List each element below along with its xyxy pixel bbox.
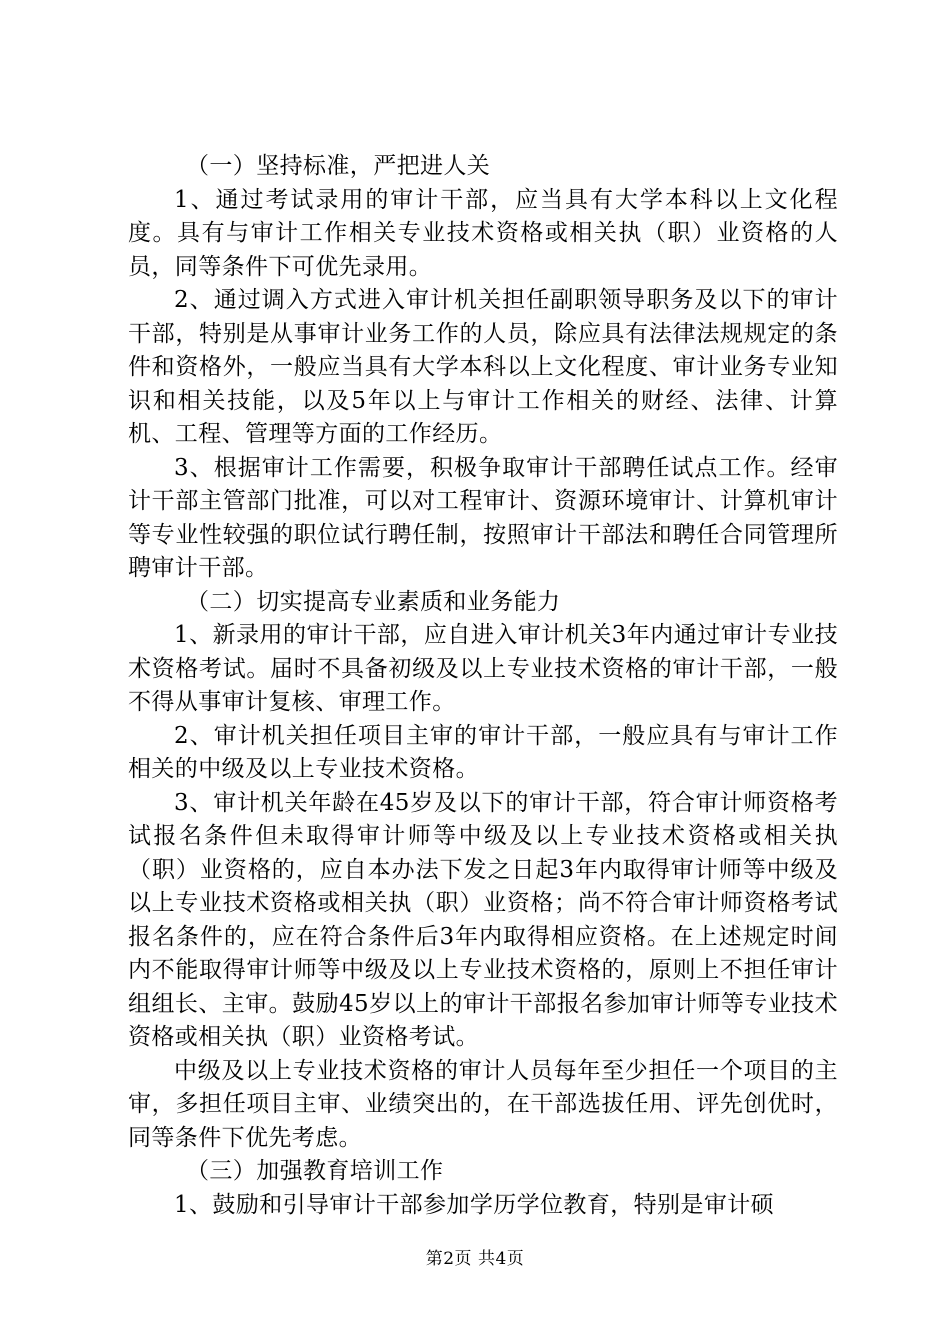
section-heading-2: （二）切实提高专业素质和业务能力 [186, 588, 561, 615]
paragraph-2-4: 中级及以上专业技术资格的审计人员每年至少担任一个项目的主审，多担任项目主审、业绩突出的，在干部选拔任用、评先创优时，同等条件下优先考虑。 [128, 1057, 838, 1151]
paragraph-2-2: 2、审计机关担任项目主审的审计干部，一般应具有与审计工作相关的中级及以上专业技术资格。 [128, 722, 838, 782]
paragraph-2-3: 3、审计机关年龄在45岁及以下的审计干部，符合审计师资格考试报名条件但未取得审计师等中级及以上专业技术资格或相关执（职）业资格的，应自本办法下发之日起3年内取得审计师等中级及以上专业技术资格或相关执（职）业资格；尚不符合审计师资格考试报名条件的，应在符合条件后3年内取得相应资格。在上述规定时间内不能取得审计师等中级及以上专业技术资格的，原则上不担任审计组组长、主审。鼓励45岁以上的审计干部报名参加审计师等专业技术资格或相关执（职）业资格考试。 [128, 789, 838, 1050]
paragraph-3-1: 1、鼓励和引导审计干部参加学历学位教育，特别是审计硕 [174, 1191, 775, 1218]
section-heading-3: （三）加强教育培训工作 [186, 1158, 444, 1184]
document-body [128, 150, 838, 1222]
section-heading-1: （一）坚持标准，严把进人关 [186, 153, 491, 179]
paragraph-1-1: 1、通过考试录用的审计干部，应当具有大学本科以上文化程度。具有与审计工作相关专业技术资格或相关执（职）业资格的人员，同等条件下可优先录用。 [128, 186, 838, 280]
paragraph-2-1: 1、新录用的审计干部，应自进入审计机关3年内通过审计专业技术资格考试。届时不具备初级及以上专业技术资格的审计干部，一般不得从事审计复核、审理工作。 [128, 622, 838, 715]
paragraph-1-2: 2、通过调入方式进入审计机关担任副职领导职务及以下的审计干部，特别是从事审计业务工作的人员，除应具有法律法规规定的条件和资格外，一般应当具有大学本科以上文化程度、审计业务专业知识和相关技能，以及5年以上与审计工作相关的财经、法律、计算机、工程、管理等方面的工作经历。 [128, 287, 838, 447]
page-number-footer: 第2页 共4页 [425, 1249, 525, 1269]
paragraph-1-3: 3、根据审计工作需要，积极争取审计干部聘任试点工作。经审计干部主管部门批准，可以对工程审计、资源环境审计、计算机审计等专业性较强的职位试行聘任制，按照审计干部法和聘任合同管理所聘审计干部。 [128, 454, 838, 581]
